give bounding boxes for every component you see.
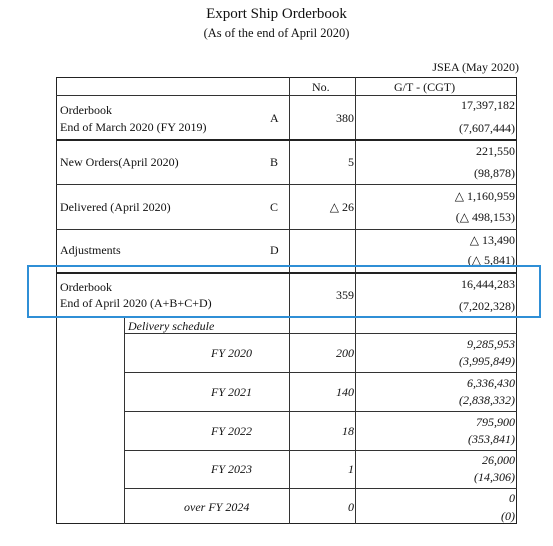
row-divider — [56, 139, 517, 141]
schedule-year: FY 2023 — [211, 462, 253, 476]
schedule-cgt: (3,995,849) — [459, 354, 515, 368]
row-a-label-line2: End of March 2020 (FY 2019) — [60, 120, 207, 134]
row-divider — [56, 184, 517, 185]
row-a-label-line1: Orderbook — [60, 103, 112, 117]
row-d-cgt: (△ 5,841) — [467, 253, 515, 267]
schedule-no: 140 — [336, 385, 354, 399]
schedule-row-divider — [124, 372, 517, 373]
schedule-no: 1 — [348, 462, 354, 476]
header-no: No. — [312, 80, 330, 94]
row-divider — [56, 229, 517, 230]
row-d-gt: △ 13,490 — [469, 233, 515, 247]
schedule-year: FY 2022 — [211, 424, 253, 438]
schedule-cgt: (353,841) — [468, 432, 515, 446]
row-c-no: △ 26 — [329, 200, 354, 214]
col-divider-schedule — [124, 318, 125, 524]
row-c-label: Delivered (April 2020) — [60, 200, 171, 214]
row-c-gt: △ 1,160,959 — [454, 189, 515, 203]
row-d-letter: D — [270, 243, 279, 257]
header-gt: G/T - (CGT) — [394, 80, 456, 94]
row-a-cgt: (7,607,444) — [459, 121, 515, 135]
schedule-no: 200 — [336, 346, 354, 360]
header-divider — [56, 95, 517, 96]
row-total-gt: 16,444,283 — [461, 277, 515, 291]
row-a-letter: A — [270, 111, 279, 125]
schedule-cgt: (14,306) — [474, 470, 515, 484]
row-b-no: 5 — [348, 155, 354, 169]
row-total-cgt: (7,202,328) — [459, 299, 515, 313]
delivery-schedule-label: Delivery schedule — [128, 319, 215, 333]
highlight-box — [27, 265, 541, 318]
row-b-letter: B — [270, 155, 279, 169]
schedule-cgt: (2,838,332) — [459, 393, 515, 407]
row-b-gt: 221,550 — [476, 144, 515, 158]
schedule-gt: 795,900 — [476, 415, 515, 429]
schedule-gt: 0 — [509, 491, 515, 505]
row-b-label: New Orders(April 2020) — [60, 155, 179, 169]
row-c-letter: C — [270, 200, 279, 214]
schedule-gt: 26,000 — [482, 453, 515, 467]
document-title: Export Ship Orderbook — [206, 6, 347, 22]
schedule-year: over FY 2024 — [184, 500, 250, 514]
row-total-no: 359 — [336, 288, 354, 302]
schedule-no: 0 — [348, 500, 354, 514]
document-subtitle: (As of the end of April 2020) — [203, 26, 350, 40]
row-total-label-line2: End of April 2020 (A+B+C+D) — [60, 296, 212, 310]
schedule-gt: 9,285,953 — [467, 337, 515, 351]
schedule-year: FY 2021 — [211, 385, 253, 399]
schedule-row-divider — [124, 411, 517, 412]
row-total-label-line1: Orderbook — [60, 280, 112, 294]
schedule-year: FY 2020 — [211, 346, 253, 360]
schedule-gt: 6,336,430 — [467, 376, 515, 390]
row-a-gt: 17,397,182 — [461, 98, 515, 112]
schedule-row-divider — [124, 488, 517, 489]
source-note: JSEA (May 2020) — [432, 60, 519, 74]
row-a-no: 380 — [336, 111, 354, 125]
schedule-row-divider — [124, 450, 517, 451]
schedule-cgt: (0) — [501, 509, 515, 523]
row-b-cgt: (98,878) — [474, 166, 515, 180]
row-c-cgt: (△ 498,153) — [455, 210, 515, 224]
row-d-label: Adjustments — [60, 243, 121, 257]
schedule-no: 18 — [342, 424, 354, 438]
